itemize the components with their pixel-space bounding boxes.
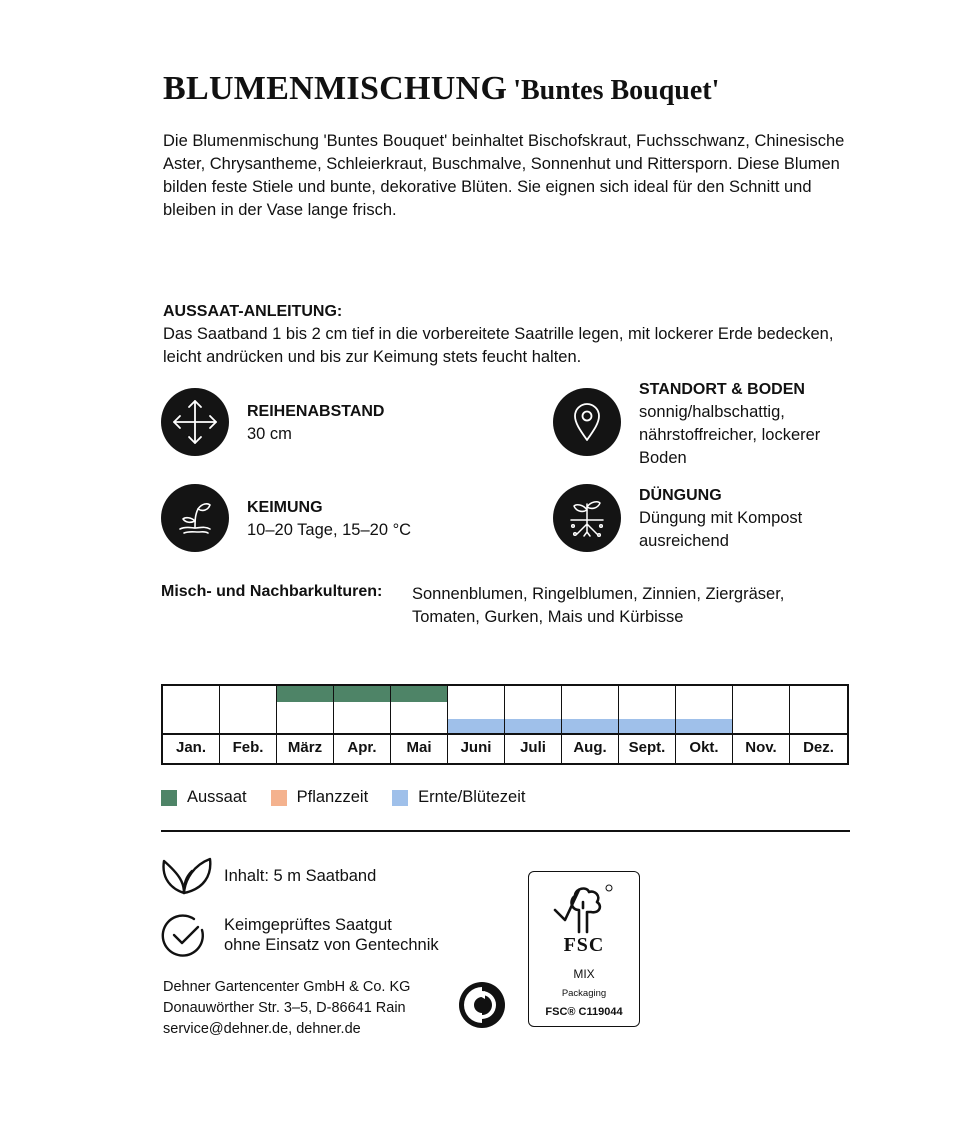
calendar-month — [790, 686, 847, 763]
month-label: Apr. — [334, 733, 390, 763]
calendar-month — [163, 686, 220, 763]
legend-item-planting — [271, 788, 369, 807]
company-contact: service@dehner.de, dehner.de — [163, 1021, 361, 1037]
title-main: BLUMENMISCHUNG — [163, 70, 508, 107]
feature-germination — [247, 496, 411, 542]
feature-fertilizing — [639, 484, 859, 553]
fsc-brand: FSC — [563, 934, 605, 956]
fsc-label — [528, 871, 640, 1027]
company-address — [163, 977, 410, 1040]
quality-line-1: Keimgeprüftes Saatgut — [224, 916, 392, 934]
calendar-month — [277, 686, 334, 763]
arrows-move-icon — [161, 388, 229, 456]
companion-label: Misch- und Nachbarkulturen: — [161, 583, 383, 600]
harvest-bar — [562, 719, 618, 733]
location-title: STANDORT & BODEN — [639, 381, 805, 398]
month-label: Juni — [448, 733, 504, 763]
legend-label-sowing: Aussaat — [187, 788, 247, 806]
harvest-bar — [448, 719, 504, 733]
month-label: Dez. — [790, 733, 847, 763]
harvest-bar — [505, 719, 561, 733]
legend-label-harvest: Ernte/Blütezeit — [418, 788, 526, 806]
calendar-month — [676, 686, 733, 763]
sowing-heading: AUSSAAT-ANLEITUNG: — [163, 303, 343, 320]
checkmark-icon — [160, 912, 208, 965]
calendar-month — [391, 686, 448, 763]
calendar-month — [562, 686, 619, 763]
month-label: Nov. — [733, 733, 789, 763]
quality-note — [224, 915, 439, 955]
sowing-bar — [391, 686, 447, 702]
sowing-instructions — [163, 300, 853, 369]
legend-item-sowing — [161, 788, 247, 807]
month-label: Aug. — [562, 733, 618, 763]
plant-roots-icon — [553, 484, 621, 552]
sowing-text: Das Saatband 1 bis 2 cm tief in die vorbereitete Saatrille legen, mit lockerer Erde bedecken, leicht andrücken und bis zur Keimung stets feucht halten. — [163, 325, 834, 366]
legend-item-harvest — [392, 788, 525, 807]
sowing-calendar — [161, 684, 849, 765]
row-spacing-title: REIHENABSTAND — [247, 403, 385, 420]
calendar-legend — [161, 788, 549, 807]
legend-label-planting: Pflanzzeit — [296, 788, 369, 806]
month-label: März — [277, 733, 333, 763]
fsc-packaging: Packaging — [561, 988, 607, 999]
harvest-bar — [676, 719, 732, 733]
legend-swatch-sowing — [161, 790, 177, 806]
quality-line-2: ohne Einsatz von Gentechnik — [224, 936, 439, 954]
month-label: Mai — [391, 733, 447, 763]
recycling-green-dot-icon — [458, 981, 506, 1034]
location-value: sonnig/halbschattig, nährstoffreicher, lockerer Boden — [639, 403, 821, 467]
company-name: Dehner Gartencenter GmbH & Co. KG — [163, 979, 411, 995]
fertilizing-title: DÜNGUNG — [639, 487, 722, 504]
divider — [161, 830, 850, 832]
sowing-bar — [334, 686, 390, 702]
companion-text: Sonnenblumen, Ringelblumen, Zinnien, Ziergräser, Tomaten, Gurken, Mais und Kürbisse — [412, 585, 785, 626]
calendar-month — [334, 686, 391, 763]
harvest-bar — [619, 719, 675, 733]
fsc-mix: MIX — [573, 967, 595, 981]
germination-title: KEIMUNG — [247, 499, 323, 516]
legend-swatch-planting — [271, 790, 287, 806]
calendar-month — [448, 686, 505, 763]
company-street: Donauwörther Str. 3–5, D-86641 Rain — [163, 1000, 406, 1016]
legend-swatch-harvest — [392, 790, 408, 806]
germination-value: 10–20 Tage, 15–20 °C — [247, 521, 412, 539]
content-amount: Inhalt: 5 m Saatband — [224, 867, 377, 885]
month-label: Sept. — [619, 733, 675, 763]
calendar-month — [733, 686, 790, 763]
leaves-icon — [160, 853, 214, 902]
product-title — [163, 70, 719, 108]
month-label: Feb. — [220, 733, 276, 763]
month-label: Juli — [505, 733, 561, 763]
calendar-month — [505, 686, 562, 763]
feature-location — [639, 378, 859, 470]
intro-text: Die Blumenmischung 'Buntes Bouquet' beinhaltet Bischofskraut, Fuchsschwanz, Chinesische Aster, Chrysantheme, Schleierkraut, Buschmalve, Sonnenhut und Rittersporn. Diese Blumen bilden feste Stiele und bunte, dekorative Blüten. Sie eignen sich ideal für den Schnitt und bleiben in der Vase lange frisch. — [163, 132, 845, 219]
calendar-month — [619, 686, 676, 763]
fsc-code: FSC® C119044 — [545, 1006, 623, 1018]
feature-row-spacing — [247, 400, 384, 446]
fertilizing-value: Düngung mit Kompost ausreichend — [639, 509, 803, 550]
location-pin-icon — [553, 388, 621, 456]
title-sub: 'Buntes Bouquet' — [513, 75, 720, 106]
sprout-icon — [161, 484, 229, 552]
row-spacing-value: 30 cm — [247, 425, 292, 443]
month-label: Jan. — [163, 733, 219, 763]
month-label: Okt. — [676, 733, 732, 763]
calendar-month — [220, 686, 277, 763]
sowing-bar — [277, 686, 333, 702]
